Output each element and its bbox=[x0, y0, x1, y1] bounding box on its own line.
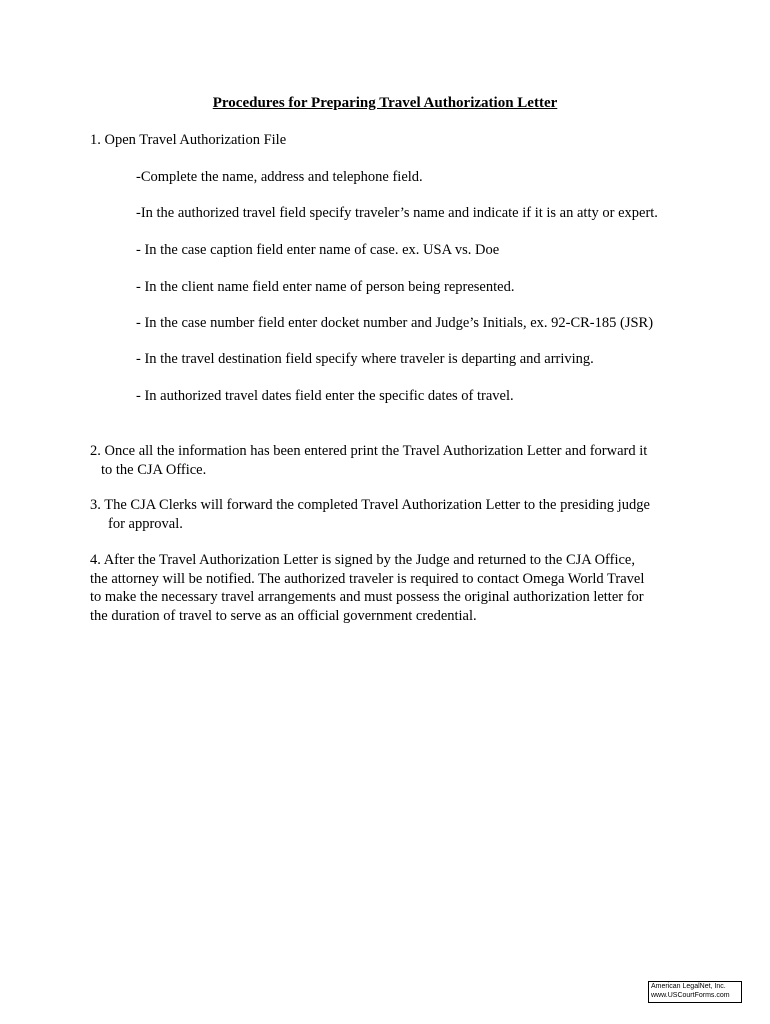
step-2-paragraph bbox=[90, 442, 647, 479]
step-1-item: -In the authorized travel field specify traveler’s name and indicate if it is an atty or expert. bbox=[136, 205, 658, 221]
stamp-line: www.USCourtForms.com bbox=[651, 991, 730, 999]
step-1-item: - In authorized travel dates field enter the specific dates of travel. bbox=[136, 388, 514, 404]
paragraph-line: to the CJA Office. bbox=[101, 461, 207, 478]
paragraph-line: to make the necessary travel arrangements and must possess the original authorization letter for bbox=[90, 589, 644, 605]
step-1-item: - In the travel destination field specify where traveler is departing and arriving. bbox=[136, 351, 594, 367]
step-3-paragraph bbox=[90, 496, 650, 533]
publisher-stamp bbox=[648, 981, 742, 1003]
step-1-item: - In the case caption field enter name of case. ex. USA vs. Doe bbox=[136, 242, 500, 258]
paragraph-line: the duration of travel to serve as an official government credential. bbox=[90, 607, 477, 624]
step-4-paragraph bbox=[90, 551, 644, 625]
step-1-item: - In the client name field enter name of person being represented. bbox=[136, 279, 515, 295]
paragraph-line: 2. Once all the information has been entered print the Travel Authorization Letter and forward it bbox=[90, 443, 648, 459]
paragraph-line: the attorney will be notified. The authorized traveler is required to contact Omega World Travel bbox=[90, 570, 645, 587]
step-1-item: -Complete the name, address and telephone field. bbox=[136, 169, 423, 185]
paragraph-line: for approval. bbox=[108, 515, 183, 532]
step-1-item: - In the case number field enter docket number and Judge’s Initials, ex. 92-CR-185 (JSR) bbox=[136, 315, 654, 331]
paragraph-line: 3. The CJA Clerks will forward the completed Travel Authorization Letter to the presiding judge bbox=[90, 497, 650, 513]
stamp-line: American LegalNet, Inc. bbox=[651, 983, 726, 990]
paragraph-line: 4. After the Travel Authorization Letter is signed by the Judge and returned to the CJA Office, bbox=[90, 552, 635, 568]
document-title: Procedures for Preparing Travel Authorization Letter bbox=[212, 95, 558, 111]
step-1-heading: 1. Open Travel Authorization File bbox=[90, 132, 287, 148]
